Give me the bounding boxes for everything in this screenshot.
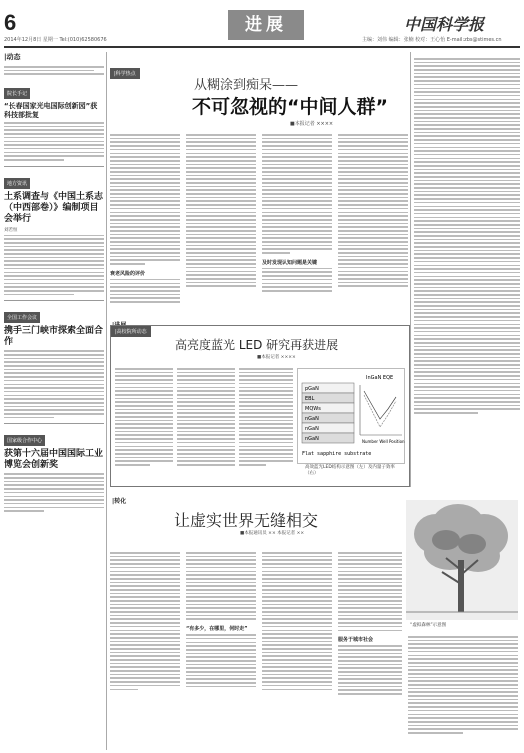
text-column — [115, 366, 173, 471]
text-block — [4, 122, 104, 160]
article-title-line1: 从糊涂到痴呆—— — [194, 78, 299, 93]
brand-logo: 中国科学报 — [404, 15, 485, 34]
byline: ■本报记者 ×××× — [290, 121, 334, 127]
left-column — [4, 52, 104, 750]
headline: 获第十六届中国国际工业博览会创新奖 — [4, 449, 104, 471]
tree-svg — [406, 500, 518, 620]
led-layer-label: EBL — [305, 396, 315, 402]
text-block — [4, 66, 104, 75]
text-block — [4, 235, 104, 296]
masthead-rule — [4, 46, 520, 48]
led-layer-label: nGaN — [305, 426, 319, 432]
article-title: 高亮度蓝光 LED 研究再获进展 — [175, 338, 339, 352]
section-tab: 进展 — [228, 10, 304, 40]
text-column — [338, 550, 402, 700]
text-column — [262, 132, 332, 297]
led-structure-diagram — [297, 368, 405, 464]
column-tag: 国家级合作中心 — [4, 435, 45, 446]
page-number: 6 — [4, 10, 17, 35]
text-column — [262, 550, 332, 695]
byline: 刘若恒 — [4, 227, 18, 233]
text-column — [177, 366, 235, 471]
article-title-line2: 不可忽视的“中间人群” — [192, 96, 388, 118]
column-tag: 全国工作会议 — [4, 312, 40, 323]
bottom-article — [110, 494, 520, 750]
led-article — [110, 325, 410, 487]
column-rule — [410, 52, 411, 487]
subhead: 及时发现认知问题是关键 — [262, 259, 318, 266]
text-column — [110, 550, 180, 695]
led-layer-label: pGaN — [305, 386, 319, 392]
text-column — [186, 550, 256, 692]
headline: 携手三门峡市探索全面合作 — [4, 326, 104, 348]
text-column — [338, 132, 408, 292]
article-tag: |科学热点 — [110, 68, 140, 79]
substrate-label: Flat sapphire substrate — [302, 451, 372, 457]
right-column — [414, 52, 520, 487]
text-column — [110, 132, 180, 308]
headline: 土系调查与《中国土系志（中西部卷）》编制项目会举行 — [4, 191, 104, 224]
headline: “长春国家光电国际创新园”获科技部批复 — [4, 101, 98, 119]
article-title: 让虚实世界无缝相交 — [174, 511, 319, 530]
divider — [4, 166, 104, 167]
article-tag: |高校院所动态 — [111, 326, 151, 337]
figure-caption: “虚拟森林”示意图 — [410, 623, 447, 628]
column-rule — [106, 52, 107, 750]
led-layer-label: nGaN — [305, 436, 319, 442]
editor-credits: 主编：刘伟 编辑：张楠 校对：王心怡 E-mail:zbs@stimes.cn — [362, 37, 502, 43]
date-line: 2014年12月8日 星期一 Tel:(010)62580676 — [4, 37, 107, 43]
divider — [4, 300, 104, 301]
text-block — [4, 350, 104, 418]
tree-illustration — [406, 500, 518, 620]
divider — [4, 423, 104, 424]
x-axis-label: Number Well Position — [362, 439, 405, 444]
column-tag: 地方资讯 — [4, 178, 30, 189]
text-column — [186, 132, 256, 292]
subhead: “有多少，在哪里，何时走” — [186, 626, 248, 633]
section-label: |转化 — [112, 498, 127, 505]
text-column — [408, 634, 518, 739]
led-layer-label: MQWs — [305, 406, 321, 412]
byline: ■本报通讯员 ×× 本报记者 ×× — [240, 531, 305, 536]
text-column — [239, 366, 293, 471]
byline: ■本报记者 ×××× — [257, 355, 296, 360]
figure-caption: 高效蓝光LED结构示意图（左）及内量子效率（右） — [305, 465, 395, 476]
text-block — [4, 473, 104, 511]
subhead: 衰老风险的评价 — [110, 270, 146, 277]
chart-label: InGaN EQE — [366, 375, 394, 381]
column-label: |动态 — [4, 53, 21, 61]
led-layer-label: nGaN — [305, 416, 319, 422]
subhead: 服务于城市社会 — [338, 637, 374, 644]
diagram-svg — [298, 369, 406, 465]
column-tag: 院长手记 — [4, 88, 30, 99]
